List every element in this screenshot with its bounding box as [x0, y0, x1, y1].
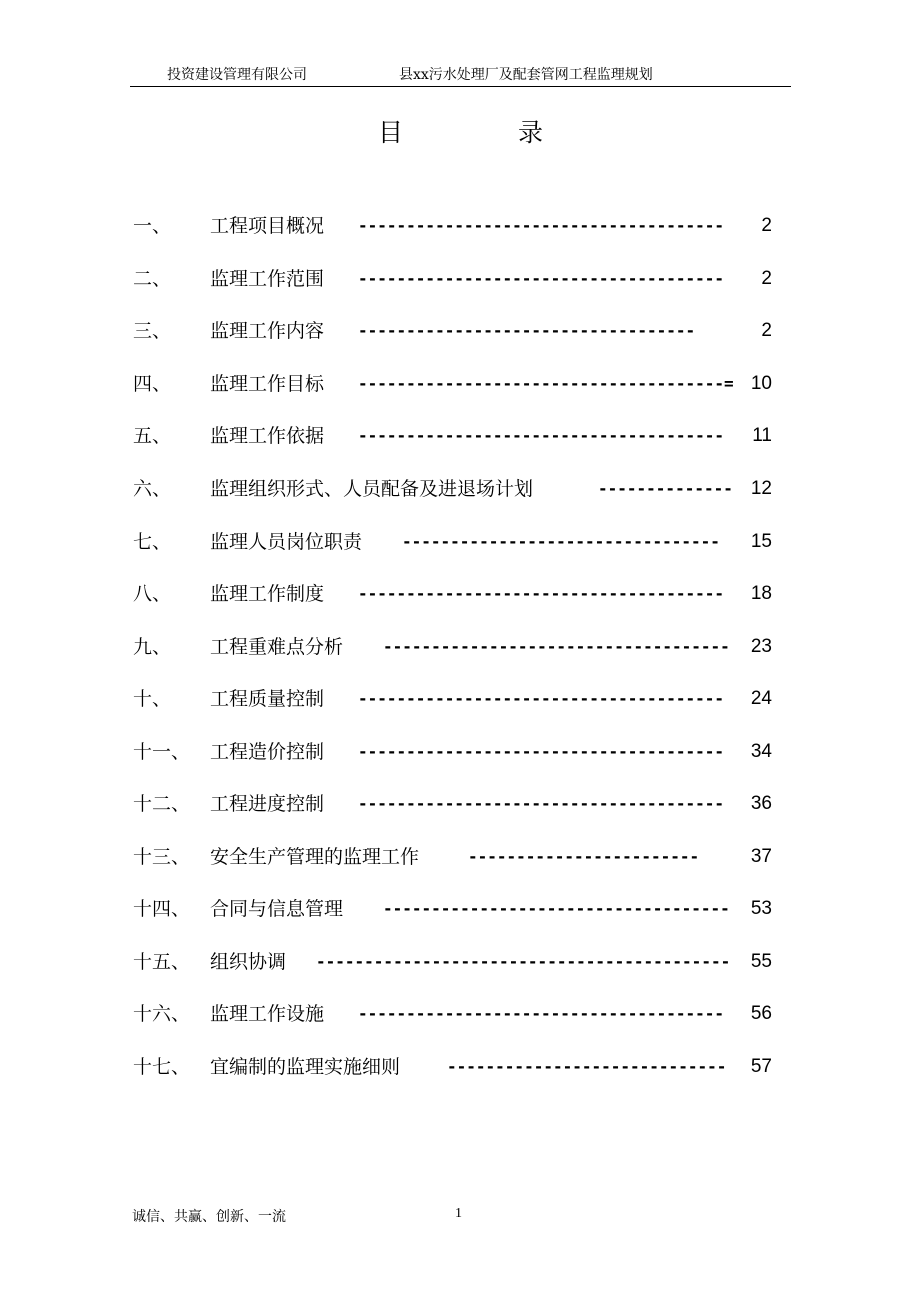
toc-entry-leader: --------------------------------------=: [358, 374, 734, 393]
toc-entry-leader: ---------------------------------: [402, 532, 720, 551]
toc-entry: [0, 947, 920, 977]
toc-entry-page: 36: [750, 793, 772, 814]
toc-entry-leader: ------------------------: [468, 847, 700, 866]
toc-entry-title: 合同与信息管理: [210, 898, 344, 920]
toc-entry-leader: --------------------------------------: [358, 689, 725, 708]
toc-entry-number: 六、: [133, 478, 172, 500]
toc-entry: [0, 789, 920, 819]
toc-entry-leader: --------------------------------------: [358, 584, 725, 603]
toc-entry-page: 24: [750, 688, 772, 709]
toc-entry-page: 10: [750, 373, 772, 394]
toc-entry-page: 57: [750, 1056, 772, 1077]
toc-entry-title: 监理工作设施: [210, 1003, 325, 1025]
toc-entry-number: 十六、: [133, 1003, 191, 1025]
toc-entry-leader: --------------: [598, 479, 733, 498]
toc-entry-title: 监理工作依据: [210, 425, 325, 447]
toc-entry-leader: --------------------------------------: [358, 1004, 725, 1023]
toc-title-char-1: 目: [378, 118, 404, 147]
toc-entry-number: 十七、: [133, 1056, 191, 1078]
footer-slogan: 诚信、共赢、创新、一流: [132, 1209, 286, 1225]
toc-entry: [0, 579, 920, 609]
toc-entry-title: 监理工作制度: [210, 583, 325, 605]
toc-entry-leader: --------------------------------------: [358, 426, 725, 445]
toc-entry-number: 十四、: [133, 898, 191, 920]
toc-entry: [0, 316, 920, 346]
toc-entry-number: 二、: [133, 268, 172, 290]
footer-page-number: 1: [455, 1206, 462, 1221]
toc-entry-title: 组织协调: [210, 951, 287, 973]
toc-entry-page: 11: [752, 425, 772, 446]
toc-entry-title: 安全生产管理的监理工作: [210, 846, 420, 868]
toc-entry-leader: --------------------------------------: [358, 794, 725, 813]
toc-entry-title: 工程进度控制: [210, 793, 325, 815]
toc-entry: [0, 632, 920, 662]
toc-title-char-2: 录: [518, 118, 544, 147]
toc-entry-title: 监理人员岗位职责: [210, 531, 363, 553]
toc-entry-title: 监理工作目标: [210, 373, 325, 395]
toc-entry-leader: ------------------------------------: [383, 899, 730, 918]
toc-entry: [0, 264, 920, 294]
toc-entry-leader: --------------------------------------: [358, 216, 725, 235]
toc-entry-page: 15: [750, 531, 772, 552]
toc-entry-title: 工程造价控制: [210, 741, 325, 763]
toc-entry-number: 七、: [133, 531, 172, 553]
toc-entry-title: 监理组织形式、人员配备及进退场计划: [210, 478, 534, 500]
toc-entry-page: 12: [750, 478, 772, 499]
toc-entry-leader: ------------------------------------: [383, 637, 730, 656]
toc-entry: [0, 842, 920, 872]
toc-entry-title: 监理工作范围: [210, 268, 325, 290]
toc-entry-number: 十二、: [133, 793, 191, 815]
toc-entry-title: 工程项目概况: [210, 215, 325, 237]
toc-entry: [0, 369, 920, 399]
toc-entry-title: 宜编制的监理实施细则: [210, 1056, 401, 1078]
toc-entry-leader: -----------------------------------: [358, 321, 696, 340]
toc-entry-title: 工程重难点分析: [210, 636, 344, 658]
toc-entry-number: 八、: [133, 583, 172, 605]
toc-entry-number: 四、: [133, 373, 172, 395]
toc-entry-page: 2: [761, 268, 772, 289]
toc-entry-number: 五、: [133, 425, 172, 447]
toc-entry: [0, 527, 920, 557]
toc-entry: [0, 1052, 920, 1082]
toc-entry-page: 37: [750, 846, 772, 867]
toc-entry: [0, 421, 920, 451]
header-company: 投资建设管理有限公司: [167, 67, 307, 83]
toc-entry-page: 34: [750, 741, 772, 762]
toc-entry-number: 十一、: [133, 741, 191, 763]
header-rule: [130, 86, 791, 87]
toc-entry-number: 一、: [133, 215, 172, 237]
toc-entry: [0, 999, 920, 1029]
toc-entry-title: 监理工作内容: [210, 320, 325, 342]
toc-entry-page: 18: [750, 583, 772, 604]
toc-entry: [0, 737, 920, 767]
toc-entry-number: 十五、: [133, 951, 191, 973]
toc-entry: [0, 474, 920, 504]
toc-entry-page: 53: [750, 898, 772, 919]
toc-entry: [0, 894, 920, 924]
toc-entry-number: 九、: [133, 636, 172, 658]
toc-entry-number: 十、: [133, 688, 172, 710]
toc-entry-page: 23: [750, 636, 772, 657]
toc-entry: [0, 684, 920, 714]
toc-title: [0, 113, 920, 149]
toc-entry-title: 工程质量控制: [210, 688, 325, 710]
toc-entry-leader: -------------------------------------------: [316, 952, 731, 971]
toc-entry-page: 56: [750, 1003, 772, 1024]
toc-entry-number: 十三、: [133, 846, 191, 868]
toc-entry-page: 2: [761, 215, 772, 236]
toc-entry: [0, 211, 920, 241]
toc-entry-page: 55: [750, 951, 772, 972]
toc-entry-leader: --------------------------------------: [358, 269, 725, 288]
toc-entry-page: 2: [761, 320, 772, 341]
toc-entry-leader: -----------------------------: [447, 1057, 727, 1076]
toc-entry-leader: --------------------------------------: [358, 742, 725, 761]
header-project-title: 县xx污水处理厂及配套管网工程监理规划: [399, 67, 653, 83]
toc-entry-number: 三、: [133, 320, 172, 342]
